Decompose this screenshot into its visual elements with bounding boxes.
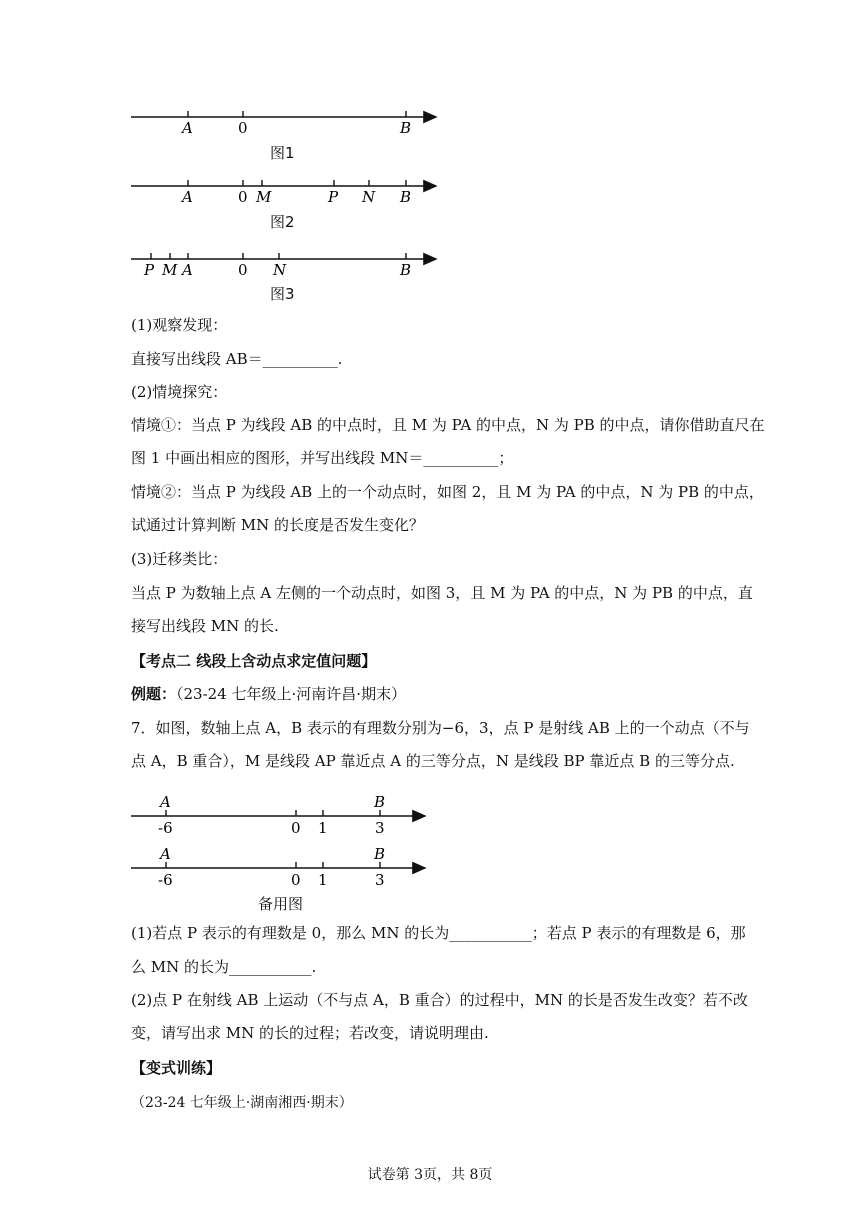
q6-part3-line1: 当点 P 为数轴上点 A 左侧的一个动点时，如图 3，且 M 为 PA 的中点，N 为 PB 的中点，直 <box>131 584 753 602</box>
fig3-label-0: 0 <box>238 261 248 279</box>
q6-part2-heading: (2)情境探究： <box>131 383 228 401</box>
q7-part2-line1: (2)点 P 在射线 AB 上运动（不与点 A，B 重合）的过程中，MN 的长是否发生改变？若不改 <box>131 991 748 1009</box>
q6-scenario1-line2: 图 1 中画出相应的图形，并写出线段 MN＝__________； <box>131 449 514 467</box>
figure-3-number-line <box>131 253 436 279</box>
q7-axis2-letter-b: B <box>374 845 386 863</box>
example-source: （23-24 七年级上·河南许昌·期末） <box>176 685 407 703</box>
fig1-label-0: 0 <box>238 119 248 137</box>
q6-part3-heading: (3)迁移类比： <box>131 550 228 568</box>
q7-axis2-num-1: 1 <box>318 871 328 889</box>
fig2-label-0: 0 <box>238 188 248 206</box>
q7-axis2-letter-a: A <box>160 845 171 863</box>
page-footer: 试卷第 3页，共 8页 <box>367 1167 493 1183</box>
fig1-label-b: B <box>400 119 412 137</box>
fig2-label-n: N <box>362 188 376 206</box>
fig3-label-m: M <box>162 261 178 279</box>
q7-axis1-num-0: 0 <box>291 819 301 837</box>
figure-1-number-line <box>131 111 436 137</box>
q7-axis1-num-1: 1 <box>318 819 328 837</box>
fig3-label-b: B <box>400 261 412 279</box>
q7-axis2-num-neg6: -6 <box>158 871 173 889</box>
example-label: 例题： <box>131 685 177 703</box>
q7-axis-1 <box>131 793 425 837</box>
fig2-label-p: P <box>328 188 339 206</box>
fig2-label-a: A <box>182 188 193 206</box>
variant-heading: 【变式训练】 <box>131 1059 222 1077</box>
fig3-label-a: A <box>182 261 193 279</box>
q7-axis1-letter-a: A <box>160 793 171 811</box>
fig2-label-b: B <box>400 188 412 206</box>
q7-stem-line2: 点 A，B 重合），M 是线段 AP 靠近点 A 的三等分点，N 是线段 BP 靠近点 B 的三等分点. <box>131 752 735 770</box>
fig3-caption: 图3 <box>270 285 295 303</box>
q7-part2-line2: 变，请写出求 MN 的长的过程；若改变，请说明理由. <box>131 1024 489 1042</box>
q7-stem-line1: 7．如图，数轴上点 A，B 表示的有理数分别为−6，3，点 P 是射线 AB 上的一个动点（不与 <box>131 719 750 737</box>
q7-axis1-num-neg6: -6 <box>158 819 173 837</box>
q7-axis2-num-3: 3 <box>375 871 385 889</box>
q7-axis1-letter-b: B <box>374 793 386 811</box>
q7-axis1-num-3: 3 <box>375 819 385 837</box>
q7-axis2-num-0: 0 <box>291 871 301 889</box>
q6-part1-line: 直接写出线段 AB＝__________. <box>131 350 343 368</box>
figure-2-number-line <box>131 180 436 206</box>
q7-part1-line2: 么 MN 的长为___________. <box>131 958 317 976</box>
q7-part1-line1: (1)若点 P 表示的有理数是 0，那么 MN 的长为___________；若点 P 表示的有理数是 6，那 <box>131 924 746 942</box>
example-line <box>131 682 731 706</box>
q6-part3-line2: 接写出线段 MN 的长. <box>131 617 279 635</box>
q7-axis-2 <box>131 845 425 889</box>
fig2-caption: 图2 <box>270 213 295 231</box>
q6-part1-heading: (1)观察发现： <box>131 316 228 334</box>
fig1-label-a: A <box>182 119 193 137</box>
q6-scenario2-line1: 情境②：当点 P 为线段 AB 上的一个动点时，如图 2，且 M 为 PA 的中点，N 为 PB 的中点， <box>131 483 764 501</box>
fig1-caption: 图1 <box>270 144 295 162</box>
fig3-label-n: N <box>273 261 287 279</box>
variant-source: （23-24 七年级上·湖南湘西·期末） <box>131 1095 353 1111</box>
q7-backup-figure-caption: 备用图 <box>258 895 304 913</box>
q6-scenario2-line2: 试通过计算判断 MN 的长度是否发生变化？ <box>131 516 425 534</box>
q6-scenario1-line1: 情境①：当点 P 为线段 AB 的中点时，且 M 为 PA 的中点，N 为 PB 的中点，请你借助直尺在 <box>131 416 765 434</box>
fig2-label-m: M <box>256 188 272 206</box>
section2-heading: 【考点二 线段上含动点求定值问题】 <box>131 652 377 670</box>
fig3-label-p: P <box>144 261 155 279</box>
